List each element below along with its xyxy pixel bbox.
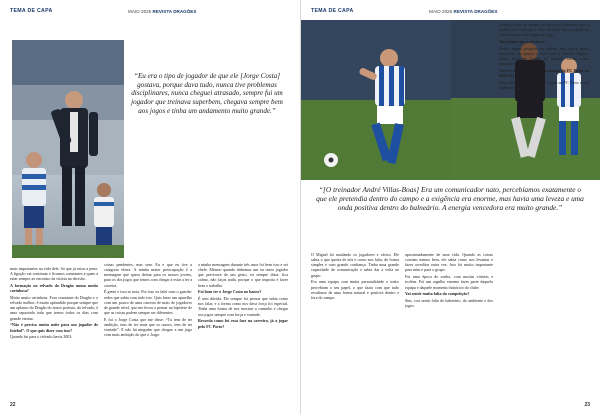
section-label: TEMA DE CAPA <box>311 8 354 14</box>
page-header <box>10 8 290 18</box>
text-column-1 <box>10 266 98 404</box>
page-number: 22 <box>10 402 16 408</box>
paragraph: Quando fui para o relvado havia 2003. <box>10 334 73 340</box>
pull-quote: “[O treinador André Villas-Boas] Era um comunicador nato, percebíamos exatamente o que ele pretendia dentro do campo e a exigência era enorme, mas havia uma leveza e uma onda positiva dentro do balneário. A energia vencedora era muito grande.” <box>316 185 584 212</box>
interview-question: Foi bom ter o Jorge Costa no banco? <box>198 289 262 295</box>
paragraph: mais importantes na vida dele. Só que já estou a pena. A ligação vai continuar e ficamos constantes a quais a estar sempre ao encontro da vitória na decisão. <box>10 266 98 282</box>
match-photo-left <box>301 20 451 180</box>
issue-label <box>128 9 196 14</box>
text-column-1 <box>311 252 399 404</box>
player-photo-illustration <box>301 20 451 180</box>
paragraph: Foi uma época de sonho, com muitas vitórias e troféus. Foi um orgulho enorme fazer parte daquela equipa e daquele momento histórico do clube. <box>405 274 493 290</box>
paragraph: Era uma equipa com muita personalidade e todos percebiam o seu papel, o que fazia com que tudo resultasse de uma forma natural e positiva dentro e fora do campo. <box>311 279 399 300</box>
text-column-3 <box>499 22 589 404</box>
text-column-3 <box>198 262 288 404</box>
paragraph: É gente e isso se nota. Por isso eu falei com o guarda-redes que sabia com tudo isto. Quis fazer um aparelho com um pouco de uma carreira de mais de jogadores de grande nível, que me levou a pensar na hipótese de que as coisas podem sempre ser diferentes. <box>104 289 192 315</box>
page-number: 23 <box>584 402 590 408</box>
paragraph: A minha vida em campo vai agora ser diferente, mas o futebol vai continuar a estar presente. Quero ajudar de outra forma e estar ligado ao jogo. <box>499 22 589 38</box>
interview-question: Vai ver o Carlos à tua casa equipa do FC Porto na 2025/26? <box>499 68 589 79</box>
right-page <box>300 0 600 414</box>
paragraph: É sem dúvida. Ele sempre foi pessoa que sabia como nos falar, e a forma como nos dava força foi especial. Tinha uma forma de nos mostrar o caminho e chegar aos jogos sempre com força e vontade. <box>198 296 288 317</box>
issue-date: MAIO 2025 <box>429 8 453 14</box>
interview-question: “Não é preciso muita noite para um jogador de futebol”. O que quis dizer com isso? <box>10 322 98 333</box>
text-column-2 <box>104 262 192 404</box>
magazine-name: REVISTA DRAGÕES <box>152 8 197 14</box>
section-label: TEMA DE CAPA <box>10 8 53 14</box>
pull-quote: “Eu era o tipo de jogador de que ele [Jorge Costa] gostava, porque dava tudo, nunca tive problemas disciplinares, nunca cheguei atrasado, sempre fui um jogador que treinava superbem, chegava sempre bem aos jogos e tinha um andamento muito grande.” <box>131 72 283 115</box>
paragraph: Muito muito carinhosa. Fora constante do Dragão e o relvado melhor, é muito aplaudido porque sempre que um aplauso do Dragão do nosso portista, do relvado, é uma rapaziada toda que temos todos os dias com grande estima. <box>10 294 98 321</box>
paragraph: O Miguel foi mudando os jogadores e vários. Ele sabia o que queria de nós e como nos falar, de forma simples e com grande confiança. Tinha uma grande capacidade de comunicação e sabia dar a volta ao grupo. <box>311 252 399 278</box>
paragraph: Tenho alguns projetos em mente, mas agora quero descansar um pouco e estar com a família. Depois, quero continuar ligado ao futebol, talvez como treinador. <box>499 45 589 67</box>
stadium-photo <box>12 40 124 258</box>
issue-label <box>429 9 497 14</box>
paragraph: Sim, vou sentir falta do balneário, do ambiente e dos jogos. <box>405 298 493 309</box>
interview-question: Recorda como foi essa fase na carreira, já a jogar pelo FC Porto? <box>198 318 288 329</box>
paragraph: a minha mensagem durante três anos foi bem isso e sei chefe. Mesmo quando tínhamos um ou outro jogador que precisava de um gesto, eu sempre dizia: fica calmo, não faças nada, porque o que importa é fazer bem o trabalho. <box>198 262 288 288</box>
interview-question: Tem planos para o futuro? <box>499 39 545 45</box>
magazine-name: REVISTA DRAGÕES <box>453 8 498 14</box>
page-header <box>311 8 590 18</box>
paragraph: aproximadamente de uma vida. Quando as coisas corriam menos bem, ele sabia como nos levantar e fazer acreditar outra vez. Isso foi muito importante para mim e para o grupo. <box>405 252 493 273</box>
paragraph: Sim, claro. Vou estar sempre ligado ao FC Porto e vou continuar a apoiar a equipa. <box>499 79 589 91</box>
text-column-2 <box>405 252 493 404</box>
interview-question: Vai sentir muita falta da competição? <box>405 291 470 297</box>
stadium-photo-illustration <box>12 40 124 258</box>
issue-date: MAIO 2025 <box>128 8 152 14</box>
paragraph: E fui o Jorge Costa que me disse: “Tu tens de ter ambição, tens de ter mais que os outros, tens de ter vontade”. E não há ninguém que chegue a um jogo com mais ambição do que o Jorge. <box>104 316 192 338</box>
interview-question: A formação no relvado do Dragão numa muito carinhosa? <box>10 283 98 294</box>
paragraph: coisas pendentes, mas sem. Eu e que eu tive a categoria eletra. A minha maior preocupação é a mensagem que quero deixar para os nossos jovens, para os dos jogos que temos com chegar a estar a ter a carreira. <box>104 262 192 288</box>
